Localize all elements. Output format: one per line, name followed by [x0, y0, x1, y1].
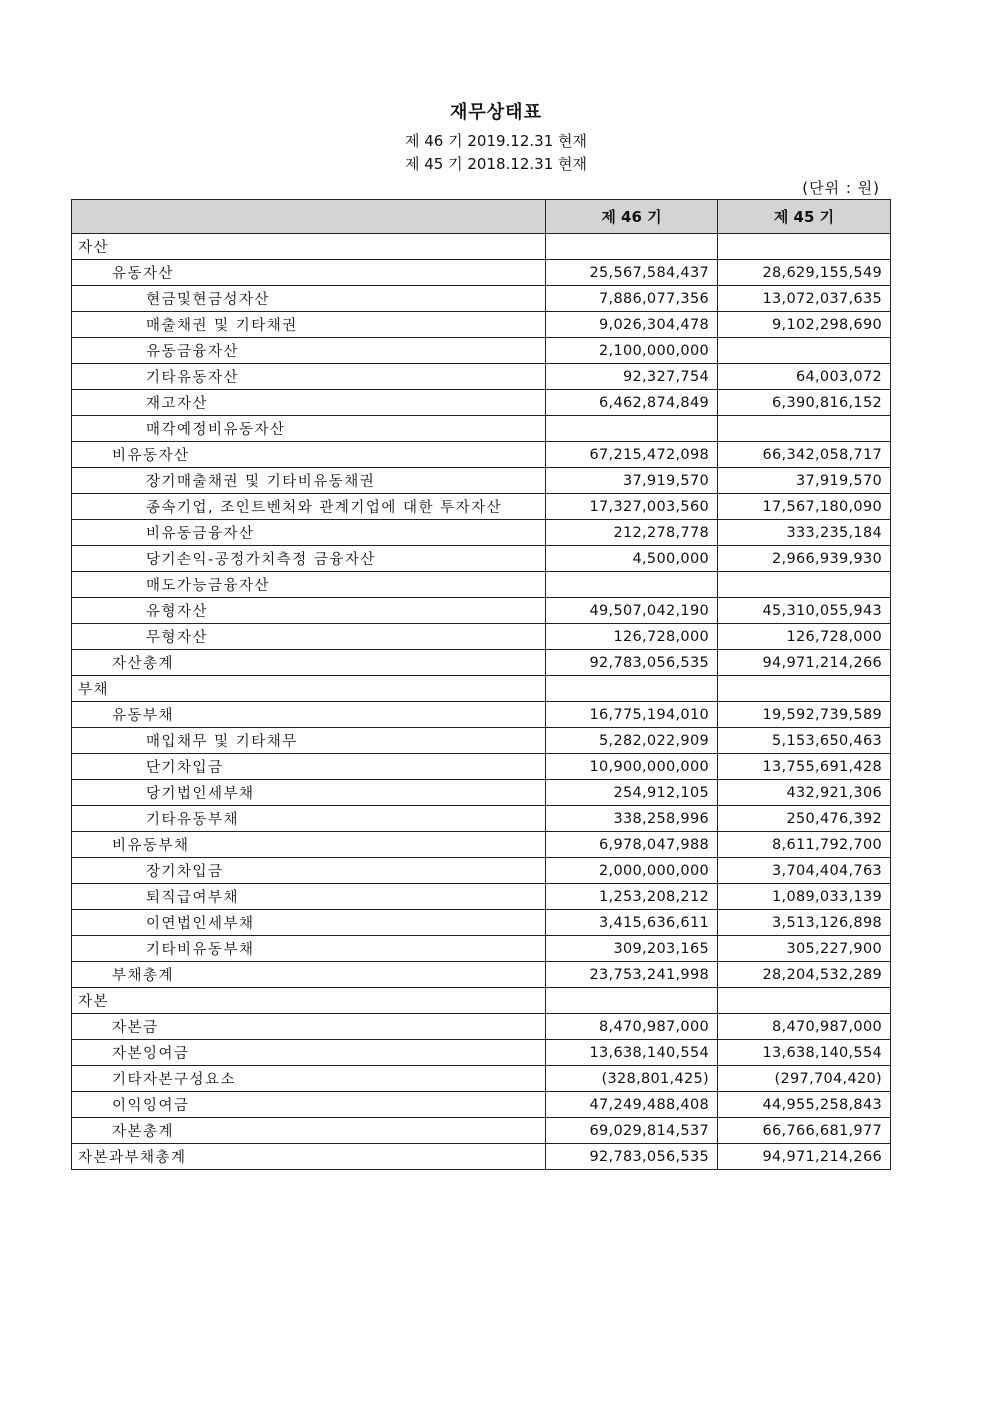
value-current-period: 4,500,000 — [546, 546, 718, 572]
value-prior-period: 13,072,037,635 — [718, 286, 891, 312]
value-prior-period — [718, 338, 891, 364]
value-prior-period: 9,102,298,690 — [718, 312, 891, 338]
value-current-period — [546, 676, 718, 702]
value-current-period: 47,249,488,408 — [546, 1092, 718, 1118]
value-prior-period: 305,227,900 — [718, 936, 891, 962]
table-row — [72, 234, 891, 260]
row-label: 기타비유동부채 — [72, 936, 546, 962]
table-row — [72, 650, 891, 676]
value-current-period: 8,470,987,000 — [546, 1014, 718, 1040]
value-prior-period — [718, 988, 891, 1014]
table-row — [72, 364, 891, 390]
value-prior-period — [718, 234, 891, 260]
row-label: 당기법인세부채 — [72, 780, 546, 806]
row-label: 유동부채 — [72, 702, 546, 728]
value-prior-period: 28,204,532,289 — [718, 962, 891, 988]
value-current-period: 92,327,754 — [546, 364, 718, 390]
row-label: 자본잉여금 — [72, 1040, 546, 1066]
value-prior-period — [718, 416, 891, 442]
balance-sheet-table — [71, 199, 891, 1170]
table-row — [72, 1040, 891, 1066]
row-label: 현금및현금성자산 — [72, 286, 546, 312]
value-current-period: 92,783,056,535 — [546, 1144, 718, 1170]
table-row — [72, 832, 891, 858]
value-prior-period: 45,310,055,943 — [718, 598, 891, 624]
row-label: 장기차입금 — [72, 858, 546, 884]
header-prior-period: 제 45 기 — [718, 200, 891, 234]
value-current-period: 254,912,105 — [546, 780, 718, 806]
value-prior-period: 94,971,214,266 — [718, 1144, 891, 1170]
value-current-period: 338,258,996 — [546, 806, 718, 832]
value-current-period: 49,507,042,190 — [546, 598, 718, 624]
row-label: 무형자산 — [72, 624, 546, 650]
value-current-period: 16,775,194,010 — [546, 702, 718, 728]
table-row — [72, 260, 891, 286]
value-prior-period: 13,755,691,428 — [718, 754, 891, 780]
value-current-period: 3,415,636,611 — [546, 910, 718, 936]
row-label: 자본총계 — [72, 1118, 546, 1144]
value-current-period: 309,203,165 — [546, 936, 718, 962]
table-row — [72, 676, 891, 702]
row-label: 종속기업, 조인트벤처와 관계기업에 대한 투자자산 — [72, 494, 546, 520]
row-label: 매출채권 및 기타채권 — [72, 312, 546, 338]
value-current-period: 13,638,140,554 — [546, 1040, 718, 1066]
table-row — [72, 624, 891, 650]
unit-label: (단위 : 원) — [802, 179, 880, 197]
value-current-period — [546, 988, 718, 1014]
table-row — [72, 702, 891, 728]
value-prior-period: 6,390,816,152 — [718, 390, 891, 416]
table-row — [72, 1092, 891, 1118]
table-row — [72, 572, 891, 598]
value-prior-period: 3,513,126,898 — [718, 910, 891, 936]
value-current-period: 37,919,570 — [546, 468, 718, 494]
row-label: 기타자본구성요소 — [72, 1066, 546, 1092]
value-prior-period: 333,235,184 — [718, 520, 891, 546]
table-row — [72, 286, 891, 312]
header-account — [72, 200, 546, 234]
value-current-period: 5,282,022,909 — [546, 728, 718, 754]
value-prior-period: 19,592,739,589 — [718, 702, 891, 728]
value-prior-period: 13,638,140,554 — [718, 1040, 891, 1066]
value-current-period: 9,026,304,478 — [546, 312, 718, 338]
table-row — [72, 988, 891, 1014]
row-label: 자산 — [72, 234, 546, 260]
value-current-period — [546, 234, 718, 260]
period-prior: 제 45 기 2018.12.31 현재 — [404, 155, 587, 173]
row-label: 기타유동부채 — [72, 806, 546, 832]
table-row — [72, 962, 891, 988]
value-prior-period: 2,966,939,930 — [718, 546, 891, 572]
value-current-period: 10,900,000,000 — [546, 754, 718, 780]
value-current-period: 212,278,778 — [546, 520, 718, 546]
table-row — [72, 884, 891, 910]
value-current-period: 6,978,047,988 — [546, 832, 718, 858]
table-body — [72, 234, 891, 1170]
value-current-period — [546, 572, 718, 598]
value-prior-period: 3,704,404,763 — [718, 858, 891, 884]
value-prior-period: 5,153,650,463 — [718, 728, 891, 754]
table-header-row — [72, 200, 891, 234]
value-current-period: 67,215,472,098 — [546, 442, 718, 468]
value-current-period: 1,253,208,212 — [546, 884, 718, 910]
row-label: 자본금 — [72, 1014, 546, 1040]
value-current-period: 23,753,241,998 — [546, 962, 718, 988]
value-current-period: 126,728,000 — [546, 624, 718, 650]
value-current-period — [546, 416, 718, 442]
row-label: 퇴직급여부채 — [72, 884, 546, 910]
table-row — [72, 936, 891, 962]
page-title: 재무상태표 — [450, 102, 542, 123]
row-label: 매도가능금융자산 — [72, 572, 546, 598]
row-label: 매입채무 및 기타채무 — [72, 728, 546, 754]
value-current-period: 6,462,874,849 — [546, 390, 718, 416]
row-label: 비유동금융자산 — [72, 520, 546, 546]
table-row — [72, 598, 891, 624]
value-prior-period: 66,342,058,717 — [718, 442, 891, 468]
table-row — [72, 780, 891, 806]
table-row — [72, 494, 891, 520]
table-row — [72, 1118, 891, 1144]
table-row — [72, 806, 891, 832]
value-prior-period: 8,470,987,000 — [718, 1014, 891, 1040]
value-current-period: 92,783,056,535 — [546, 650, 718, 676]
value-prior-period: (297,704,420) — [718, 1066, 891, 1092]
table-row — [72, 312, 891, 338]
table-row — [72, 442, 891, 468]
value-prior-period: 126,728,000 — [718, 624, 891, 650]
value-prior-period: 66,766,681,977 — [718, 1118, 891, 1144]
value-prior-period: 28,629,155,549 — [718, 260, 891, 286]
value-current-period: (328,801,425) — [546, 1066, 718, 1092]
row-label: 비유동자산 — [72, 442, 546, 468]
row-label: 매각예정비유동자산 — [72, 416, 546, 442]
table-row — [72, 1014, 891, 1040]
row-label: 기타유동자산 — [72, 364, 546, 390]
value-prior-period — [718, 572, 891, 598]
table-row — [72, 910, 891, 936]
row-label: 이익잉여금 — [72, 1092, 546, 1118]
row-label: 유동자산 — [72, 260, 546, 286]
row-label: 재고자산 — [72, 390, 546, 416]
value-current-period: 69,029,814,537 — [546, 1118, 718, 1144]
table-row — [72, 416, 891, 442]
row-label: 자산총계 — [72, 650, 546, 676]
row-label: 비유동부채 — [72, 832, 546, 858]
table-row — [72, 1066, 891, 1092]
row-label: 이연법인세부채 — [72, 910, 546, 936]
value-prior-period: 432,921,306 — [718, 780, 891, 806]
value-prior-period: 250,476,392 — [718, 806, 891, 832]
value-prior-period: 37,919,570 — [718, 468, 891, 494]
row-label: 자본 — [72, 988, 546, 1014]
row-label: 유형자산 — [72, 598, 546, 624]
value-prior-period: 64,003,072 — [718, 364, 891, 390]
value-current-period: 25,567,584,437 — [546, 260, 718, 286]
row-label: 부채총계 — [72, 962, 546, 988]
value-current-period: 2,100,000,000 — [546, 338, 718, 364]
table-row — [72, 468, 891, 494]
row-label: 당기손익-공정가치측정 금융자산 — [72, 546, 546, 572]
table-row — [72, 728, 891, 754]
value-prior-period: 44,955,258,843 — [718, 1092, 891, 1118]
table-row — [72, 754, 891, 780]
period-current: 제 46 기 2019.12.31 현재 — [404, 132, 587, 150]
value-prior-period: 1,089,033,139 — [718, 884, 891, 910]
value-prior-period: 94,971,214,266 — [718, 650, 891, 676]
row-label: 단기차입금 — [72, 754, 546, 780]
table-row — [72, 546, 891, 572]
value-prior-period: 8,611,792,700 — [718, 832, 891, 858]
table-row — [72, 338, 891, 364]
value-current-period: 17,327,003,560 — [546, 494, 718, 520]
row-label: 자본과부채총계 — [72, 1144, 546, 1170]
row-label: 유동금융자산 — [72, 338, 546, 364]
row-label: 부채 — [72, 676, 546, 702]
table-row — [72, 390, 891, 416]
value-current-period: 2,000,000,000 — [546, 858, 718, 884]
value-current-period: 7,886,077,356 — [546, 286, 718, 312]
table-row — [72, 1144, 891, 1170]
value-prior-period — [718, 676, 891, 702]
row-label: 장기매출채권 및 기타비유동채권 — [72, 468, 546, 494]
table-row — [72, 858, 891, 884]
value-prior-period: 17,567,180,090 — [718, 494, 891, 520]
header-current-period: 제 46 기 — [546, 200, 718, 234]
table-row — [72, 520, 891, 546]
